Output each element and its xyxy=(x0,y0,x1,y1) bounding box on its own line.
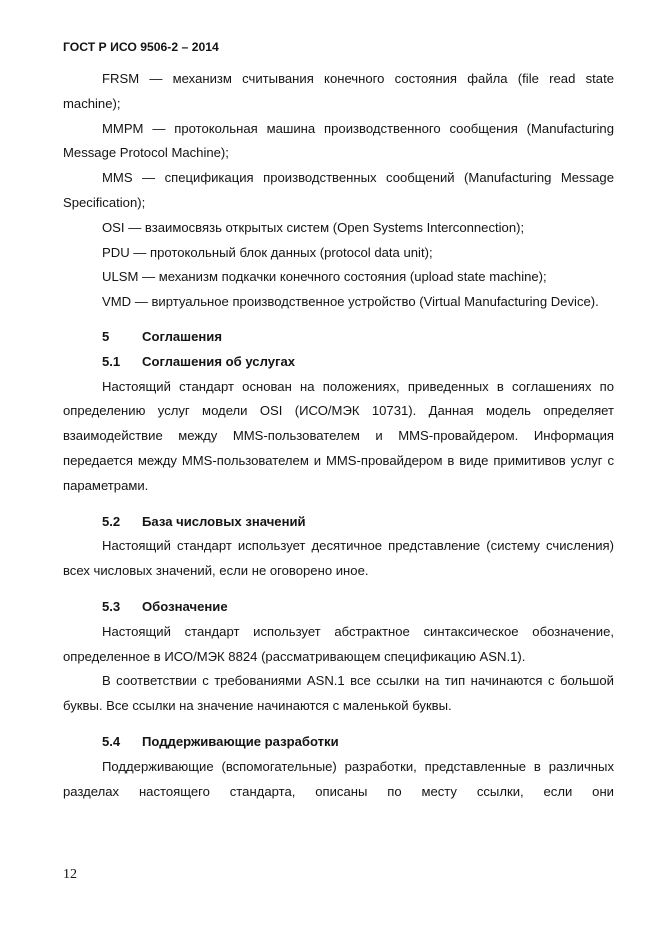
section-5-4-paragraph: Поддерживающие (вспомогательные) разработки, представленные в различных разделах настоящего стандарта, описаны по месту ссылки, если они xyxy=(63,758,614,799)
abbrev-ulsm: ULSM — механизм подкачки конечного состояния (upload state machine); xyxy=(102,269,547,285)
section-title: Поддерживающие разработки xyxy=(142,733,339,749)
section-number: 5.4 xyxy=(102,733,121,749)
section-5-1-paragraph: Настоящий стандарт основан на положениях, приведенных в соглашениях по определению услуг модели OSI (ИСО/МЭК 10731). Данная модель определяет взаимодействие между MMS-пользователем и MMS-провайдером. Информация передается между MMS-пользователем и MMS-провайдером в виде примитивов услуг с параметрами. xyxy=(63,378,614,493)
section-number: 5 xyxy=(102,328,110,344)
section-5-3-heading xyxy=(63,595,614,620)
abbrev-vmd: VMD — виртуальное производственное устройство (Virtual Manufacturing Device). xyxy=(102,294,599,310)
section-number: 5.3 xyxy=(102,598,121,614)
document-header: ГОСТ Р ИСО 9506-2 – 2014 xyxy=(63,40,219,54)
abbrev-mmpm: MMPM — протокольная машина производственного сообщения (Manufacturing Message Protocol Machine); xyxy=(63,120,614,161)
section-5-3-paragraph-2: В соответствии с требованиями ASN.1 все ссылки на тип начинаются с большой буквы. Все ссылки на значение начинаются с маленькой буквы. xyxy=(63,673,614,714)
page-number: 12 xyxy=(63,867,77,882)
abbrev-osi: OSI — взаимосвязь открытых систем (Open Systems Interconnection); xyxy=(102,219,525,235)
abbrev-mms: MMS — спецификация производственных сообщений (Manufacturing Message Specification); xyxy=(63,170,614,210)
page-body xyxy=(63,67,614,804)
section-5-heading xyxy=(63,325,614,350)
section-5-2-paragraph: Настоящий стандарт использует десятичное представление (систему счисления) всех числовых значений, если не оговорено иное. xyxy=(63,538,614,579)
section-title: Соглашения об услугах xyxy=(142,353,296,369)
section-5-1-heading xyxy=(63,350,614,375)
abbrev-pdu: PDU — протокольный блок данных (protocol data unit); xyxy=(102,244,433,260)
section-5-2-heading xyxy=(63,510,614,535)
section-title: Обозначение xyxy=(142,598,228,614)
section-title: Соглашения xyxy=(142,328,222,344)
section-5-3-paragraph-1: Настоящий стандарт использует абстрактное синтаксическое обозначение, определенное в ИСО/МЭК 8824 (рассматривающем спецификацию ASN.1). xyxy=(63,623,614,664)
abbrev-frsm: FRSM — механизм считывания конечного состояния файла (file read state machine); xyxy=(63,71,614,111)
section-5-4-heading xyxy=(63,730,614,755)
section-title: База числовых значений xyxy=(142,513,306,529)
section-number: 5.2 xyxy=(102,513,121,529)
section-number: 5.1 xyxy=(102,353,121,369)
